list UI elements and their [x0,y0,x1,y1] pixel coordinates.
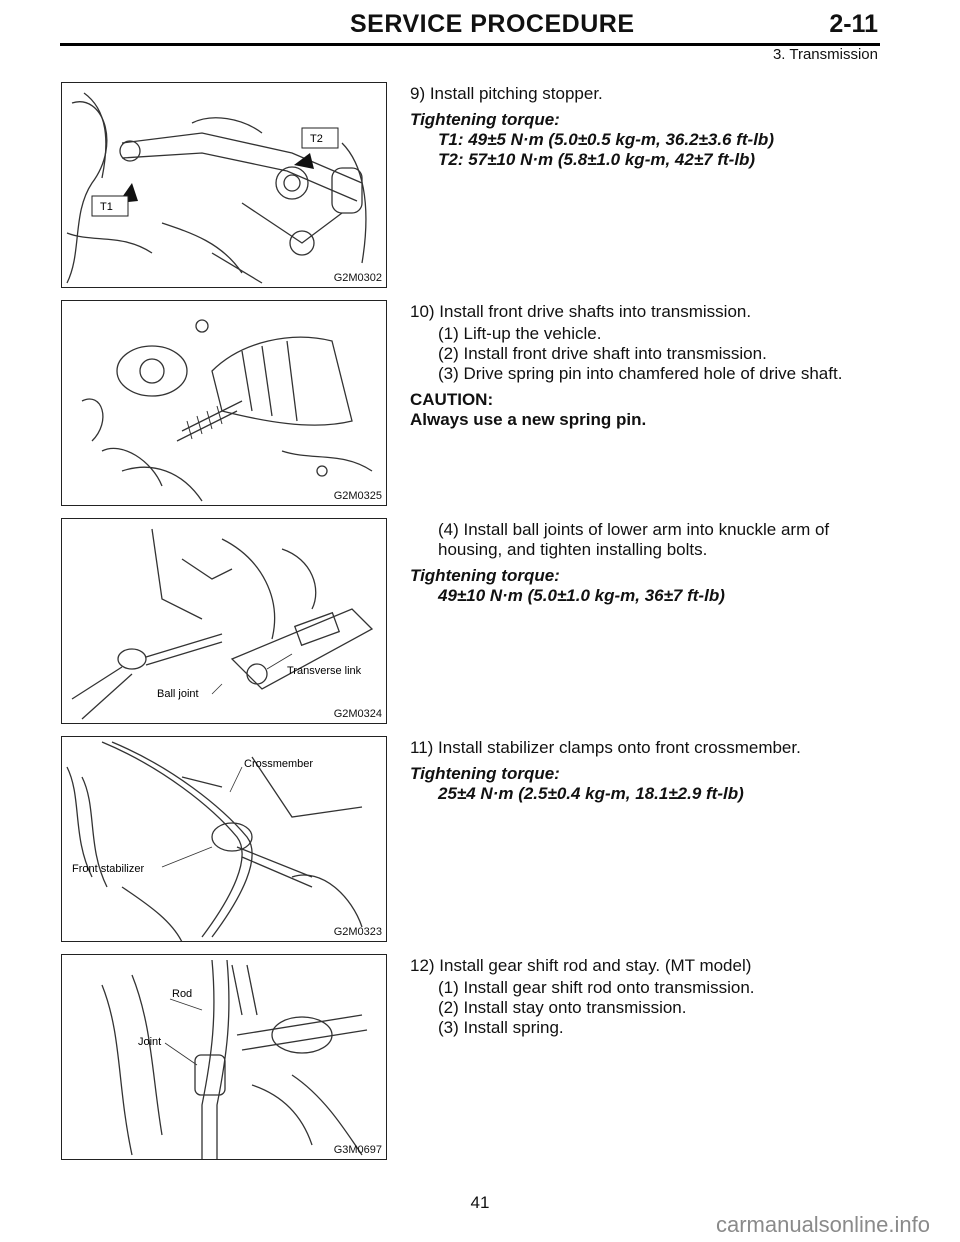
substep-4-line-1: (4) Install ball joints of lower arm into knuckle arm of [438,520,830,539]
section-subtitle: 3. Transmission [772,46,878,63]
label-transverse-link: Transverse link [287,665,362,677]
torque-value-t2: T2: 57±10 N·m (5.8±1.0 kg-m, 42±7 ft-lb) [438,150,756,169]
figure-pitching-stopper [61,82,387,288]
torque-value: 25±4 N·m (2.5±0.4 kg-m, 18.1±2.9 ft-lb) [438,784,744,803]
step-9 [61,82,881,292]
section-code: 2-11 [829,10,878,38]
figure-stabilizer [61,736,387,942]
torque-value: 49±10 N·m (5.0±1.0 kg-m, 36±7 ft-lb) [438,586,725,605]
illustration-stabilizer [62,737,387,942]
caution-label: CAUTION: [410,390,494,409]
substep-3: (3) Drive spring pin into chamfered hole of drive shaft. [438,364,843,383]
torque-label: Tightening torque: [410,566,560,585]
substep-1: (1) Install gear shift rod onto transmission. [438,978,755,997]
step-10-text [410,302,880,430]
label-rod: Rod [172,988,193,1000]
header-rule [60,43,880,46]
figure-code: G2M0302 [333,272,382,284]
step-12 [61,954,881,1164]
step-10-4 [61,518,881,728]
step-title: 11) Install stabilizer clamps onto front crossmember. [410,738,801,757]
label-joint: Joint [138,1036,162,1048]
illustration-drive-shaft [62,301,387,506]
figure-code: G3M0697 [333,1144,382,1156]
step-title: 12) Install gear shift rod and stay. (MT model) [410,956,752,975]
step-11-text [410,738,880,804]
torque-value-t1: T1: 49±5 N·m (5.0±0.5 kg-m, 36.2±3.6 ft-lb) [438,130,774,149]
figure-code: G2M0324 [333,708,382,720]
illustration-pitching-stopper [62,83,387,288]
illustration-ball-joint [62,519,387,724]
page-header [60,10,880,64]
substep-2: (2) Install front drive shaft into transmission. [438,344,767,363]
label-t1: T1 [100,201,113,213]
substep-2: (2) Install stay onto transmission. [438,998,687,1017]
figure-drive-shaft [61,300,387,506]
label-crossmember: Crossmember [244,758,314,770]
figure-code: G2M0323 [333,926,382,938]
step-10 [61,300,881,510]
page-number: 41 [470,1193,490,1212]
label-front-stabilizer: Front stabilizer [72,863,145,875]
section-title: SERVICE PROCEDURE [350,10,635,38]
step-title: 10) Install front drive shafts into transmission. [410,302,752,321]
substep-3: (3) Install spring. [438,1018,564,1037]
substep-1: (1) Lift-up the vehicle. [438,324,602,343]
caution-text: Always use a new spring pin. [410,410,647,429]
step-12-text [410,956,880,1038]
illustration-gear-shift-rod [62,955,387,1160]
step-11 [61,736,881,946]
step-10-4-text [410,520,880,606]
substep-4-line-2: housing, and tighten installing bolts. [438,540,708,559]
figure-ball-joint [61,518,387,724]
torque-label: Tightening torque: [410,764,560,783]
figure-code: G2M0325 [333,490,382,502]
label-ball-joint: Ball joint [157,688,199,700]
step-9-text [410,84,880,170]
watermark: carmanualsonline.info [715,1212,930,1237]
figure-gear-shift-rod [61,954,387,1160]
step-title: 9) Install pitching stopper. [410,84,603,103]
torque-label: Tightening torque: [410,110,560,129]
label-t2: T2 [310,133,323,145]
